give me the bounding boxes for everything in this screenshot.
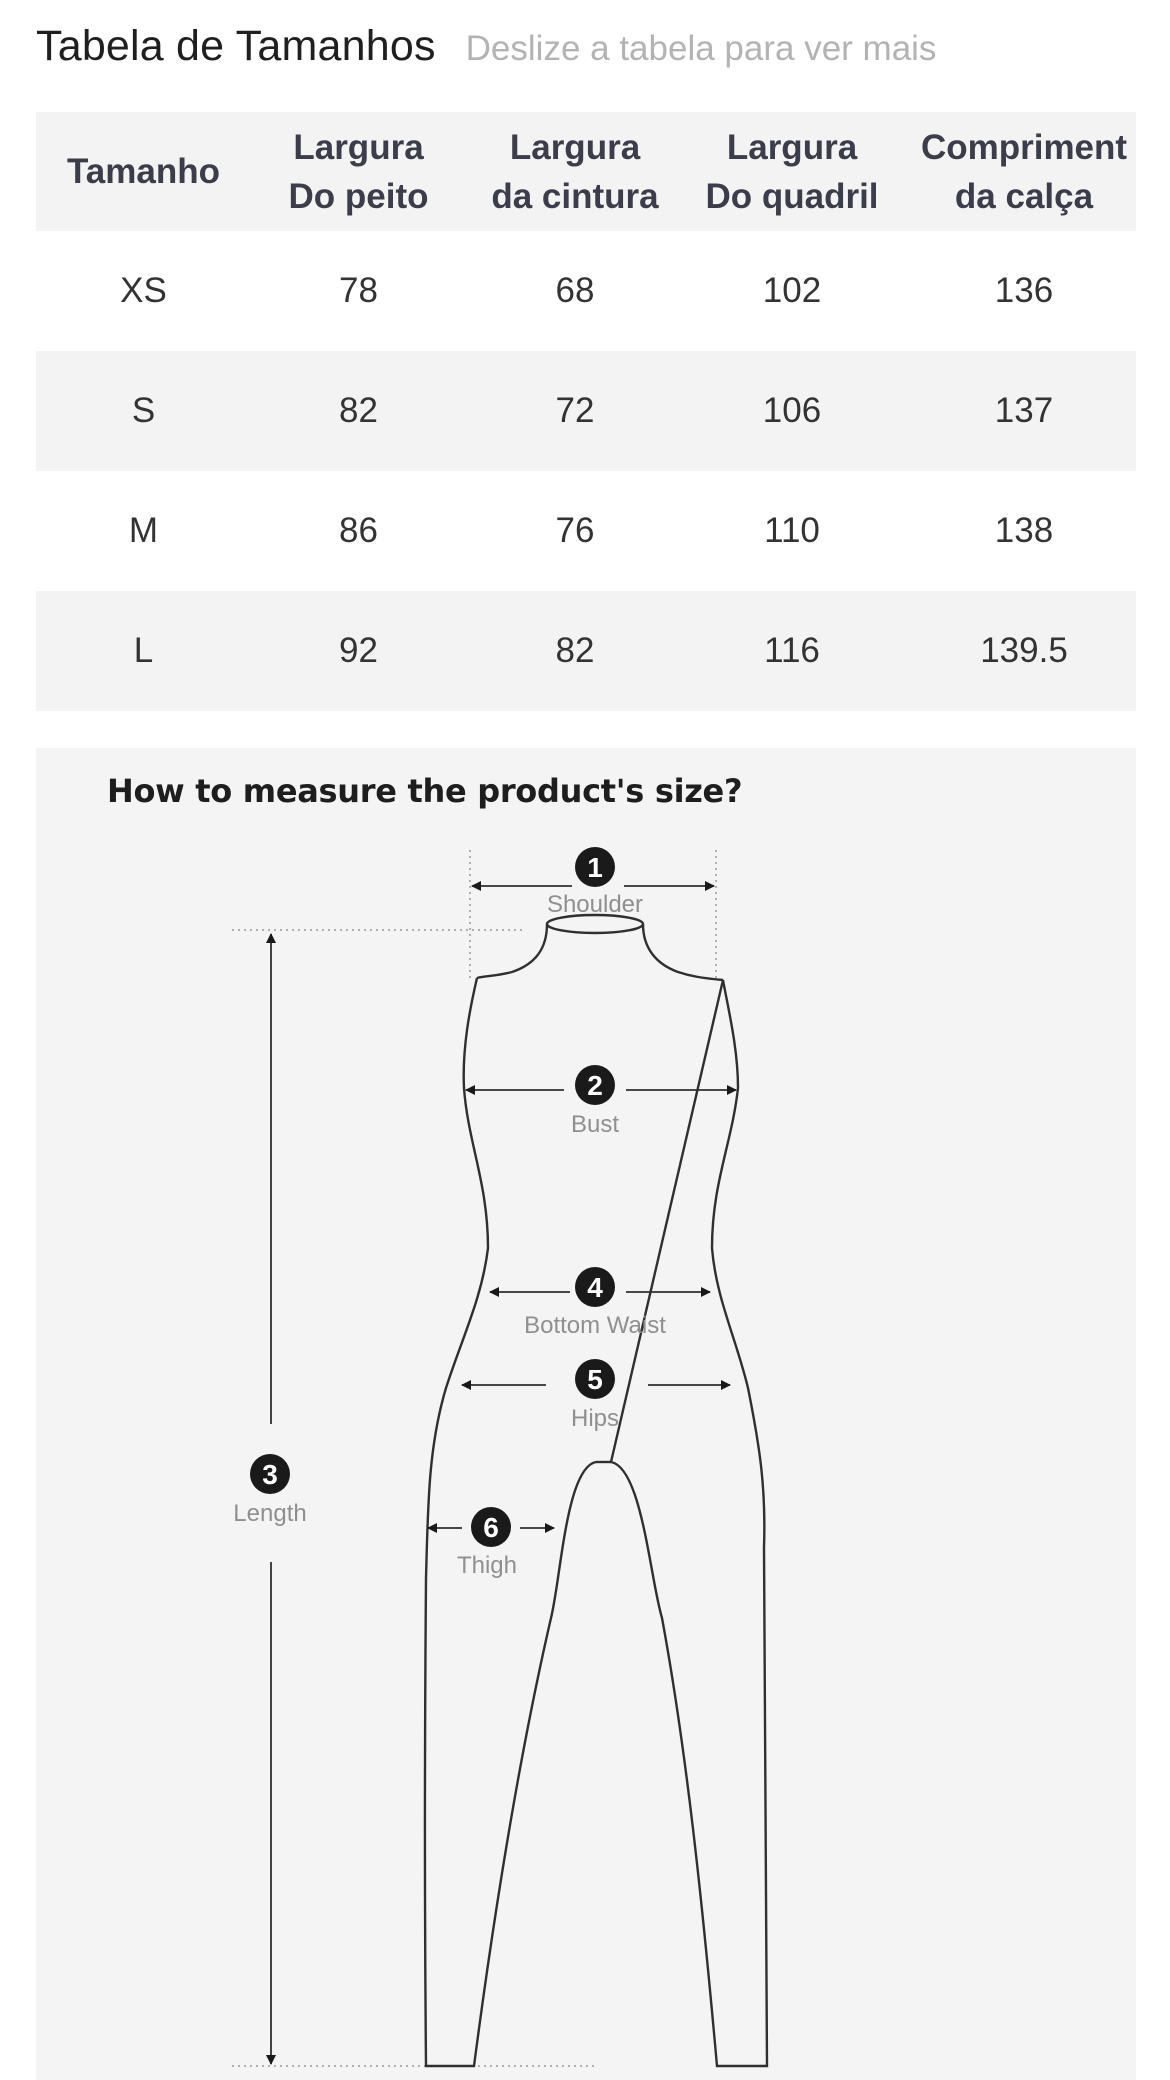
measure-point-bust: [571, 1065, 619, 1138]
table-cell-pants-length: 139.5: [900, 591, 1136, 711]
svg-text:3: 3: [262, 1459, 278, 1490]
table-cell-pants-length: 138: [994, 511, 1054, 550]
measure-guide: [36, 748, 1136, 2080]
measure-point-length: [233, 1454, 306, 1527]
table-cell-chest: 82: [251, 351, 466, 471]
table-cell-hip: 110: [764, 511, 820, 550]
table-cell-size: M: [128, 511, 159, 550]
table-row: [36, 471, 1136, 591]
page-title: Tabela de Tamanhos: [36, 22, 436, 70]
table-cell-chest: 92: [251, 591, 466, 711]
guide-dotted-lines: [232, 850, 716, 2066]
column-header-size: Tamanho: [36, 112, 251, 231]
measure-point-shoulder: [547, 847, 643, 918]
table-cell-waist: 82: [466, 591, 684, 711]
svg-text:6: 6: [483, 1512, 499, 1543]
table-cell-waist: 76: [555, 511, 595, 550]
table-cell-pants-length: 136: [994, 271, 1054, 310]
measure-label: Bust: [570, 1111, 620, 1138]
column-header-waist: Largura da cintura: [466, 112, 684, 231]
column-header-pants-length: Compriment da calça: [900, 112, 1136, 231]
table-cell-size: XS: [120, 271, 167, 310]
svg-text:4: 4: [587, 1272, 603, 1303]
table-header-row: [36, 112, 1136, 231]
measure-label: Shoulder: [546, 891, 644, 918]
measure-point-hips: [571, 1359, 619, 1432]
size-table-scroll[interactable]: [36, 112, 1136, 714]
table-cell-pants-length: 137: [900, 351, 1136, 471]
svg-text:1: 1: [587, 852, 603, 883]
svg-text:2: 2: [587, 1070, 603, 1101]
column-header-hip: Largura Do quadril: [684, 112, 900, 231]
measure-label: Thigh: [456, 1552, 518, 1579]
title-row: [36, 22, 936, 82]
table-cell-size: L: [36, 591, 251, 711]
guide-title: How to measure the product's size?: [107, 772, 743, 810]
table-row: [36, 231, 1136, 351]
size-table: [36, 112, 1136, 711]
table-cell-chest: 86: [339, 511, 378, 550]
table-cell-waist: 68: [555, 271, 595, 310]
measure-label: Length: [233, 1500, 307, 1527]
column-header-chest: Largura Do peito: [251, 112, 466, 231]
measure-diagram: [36, 748, 1136, 2080]
table-row: [36, 591, 1136, 711]
table-cell-hip: 102: [762, 271, 822, 310]
table-cell-waist: 72: [466, 351, 684, 471]
measure-point-bottom-waist: [524, 1267, 666, 1339]
measure-point-thigh: [457, 1507, 517, 1579]
scroll-hint: Deslize a tabela para ver mais: [465, 29, 937, 68]
table-cell-size: S: [36, 351, 251, 471]
measure-label: Hips: [570, 1405, 620, 1432]
svg-text:5: 5: [587, 1364, 603, 1395]
table-cell-hip: 116: [684, 591, 900, 711]
table-cell-chest: 78: [339, 271, 378, 310]
table-cell-hip: 106: [684, 351, 900, 471]
measure-label: Bottom Waist: [524, 1312, 666, 1339]
table-row: [36, 351, 1136, 471]
